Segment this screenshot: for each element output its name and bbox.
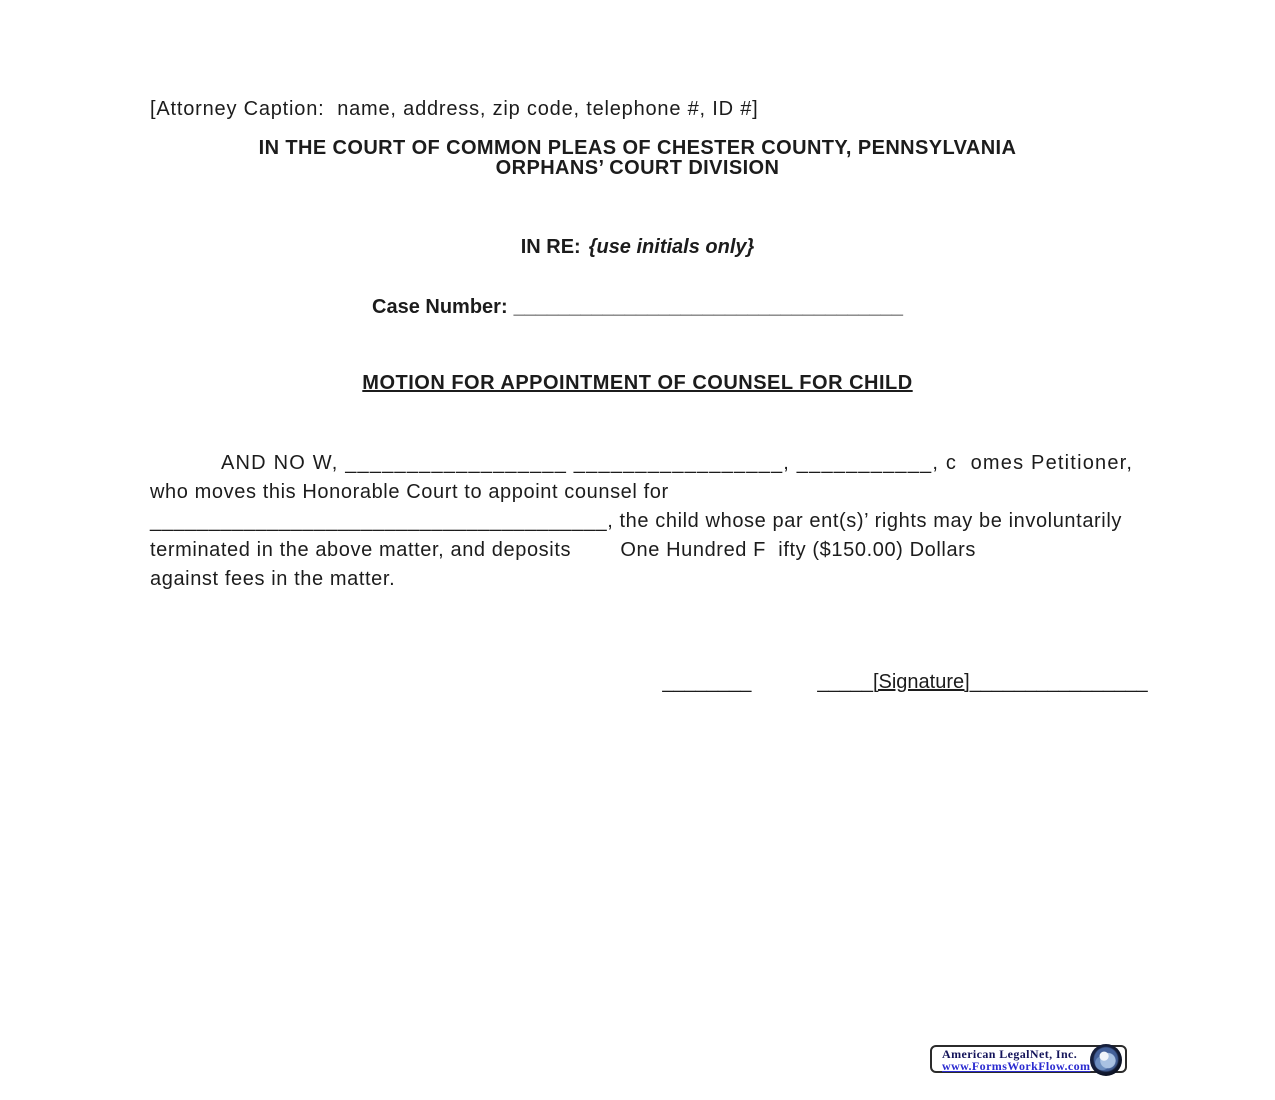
legalnet-footer-badge [930,1045,1127,1073]
signature-pre-underscores: _____ [817,671,873,693]
body-line-5: against fees in the matter. [150,568,396,590]
in-re-label: IN RE: [520,236,581,258]
court-heading-line2: ORPHANS’ COURT DIVISION [495,157,780,179]
signature-label: [Signature] [872,671,970,693]
body-line-3: _______________________________________, the child whose par ent(s)’ rights may be involuntarily [150,510,1122,532]
globe-icon [1090,1044,1122,1076]
attorney-caption: [Attorney Caption: name, address, zip code, telephone #, ID #] [150,98,759,120]
body-line-1: AND NO W, __________________ _________________, ___________, c omes Petitioner, [221,452,1134,474]
body-paragraph [150,449,1134,594]
court-heading-line1: IN THE COURT OF COMMON PLEAS OF CHESTER COUNTY, PENNSYLVANIA [258,137,1017,159]
in-re-value: {use initials only} [588,236,755,258]
case-number-line [150,297,1125,317]
case-number-blank: ___________________________________ [513,296,903,318]
case-number-label: Case Number: [372,296,508,318]
body-line-4: terminated in the above matter, and deposits One Hundred F ifty ($150.00) Dollars [150,539,977,561]
signature-line [817,671,1147,693]
court-heading [150,138,1125,178]
in-re-line [150,237,1125,257]
document-title: MOTION FOR APPOINTMENT OF COUNSEL FOR CHILD [362,372,913,394]
footer-website-link: www.FormsWorkFlow.com [942,1059,1091,1073]
signature-blank-short: ________ [662,671,752,693]
case-caption-block [150,197,1125,357]
body-line-2: who moves this Honorable Court to appoint counsel for [150,481,669,503]
signature-row [150,646,1148,718]
footer-company-name: American LegalNet, Inc. [942,1047,1078,1061]
signature-post-underscores: ________________ [969,671,1148,693]
